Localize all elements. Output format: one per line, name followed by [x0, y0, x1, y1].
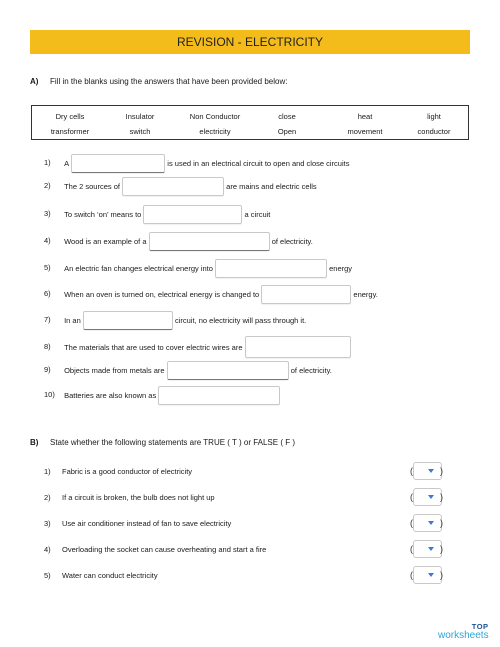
- word-bank-item: transformer: [50, 127, 90, 136]
- chevron-down-icon: [428, 495, 434, 499]
- question-text: A: [64, 159, 70, 168]
- question-text: of electricity.: [271, 237, 313, 246]
- statement-row: [44, 467, 192, 476]
- question-number: 4): [44, 236, 51, 246]
- section-b-letter: B): [30, 438, 39, 447]
- true-false-dropdown[interactable]: [413, 488, 442, 506]
- question-text: energy: [329, 264, 353, 273]
- section-b-heading: [30, 438, 295, 447]
- answer-blank[interactable]: [215, 259, 327, 278]
- word-bank-item: Non Conductor: [189, 112, 241, 121]
- section-b-instruction: State whether the following statements are TRUE ( T ) or FALSE ( F ): [50, 438, 295, 447]
- statement-number: 1): [44, 467, 51, 476]
- question-row: [44, 232, 313, 251]
- close-paren: ): [440, 466, 443, 476]
- question-text: An electric fan changes electrical energy into: [64, 264, 213, 273]
- answer-blank[interactable]: [71, 154, 165, 173]
- question-number: 3): [44, 209, 51, 219]
- question-text: are mains and electric cells: [226, 182, 317, 191]
- question-row: [44, 205, 270, 224]
- open-paren: (: [410, 570, 413, 580]
- question-text: To switch ‘on’ means to: [64, 210, 142, 219]
- question-text: In an: [64, 316, 81, 325]
- open-paren: (: [410, 466, 413, 476]
- true-false-dropdown[interactable]: [413, 514, 442, 532]
- true-false-dropdown[interactable]: [413, 462, 442, 480]
- word-bank-item: electricity: [199, 127, 231, 136]
- question-number: 9): [44, 365, 51, 375]
- statement-row: [44, 571, 158, 580]
- word-bank: [31, 105, 469, 140]
- question-row: [44, 361, 332, 380]
- close-paren: ): [440, 570, 443, 580]
- answer-blank[interactable]: [83, 311, 173, 330]
- chevron-down-icon: [428, 573, 434, 577]
- question-text: Batteries are also known as: [64, 391, 157, 400]
- question-number: 7): [44, 315, 51, 325]
- statement-number: 4): [44, 545, 51, 554]
- answer-blank[interactable]: [261, 285, 351, 304]
- word-bank-item: light: [427, 112, 441, 121]
- answer-blank[interactable]: [245, 336, 351, 358]
- chevron-down-icon: [428, 469, 434, 473]
- word-bank-item: conductor: [417, 127, 451, 136]
- section-a-heading: [30, 77, 287, 86]
- close-paren: ): [440, 544, 443, 554]
- open-paren: (: [410, 492, 413, 502]
- question-text: circuit, no electricity will pass through it.: [174, 316, 307, 325]
- statement-row: [44, 493, 215, 502]
- answer-blank[interactable]: [167, 361, 289, 380]
- answer-blank[interactable]: [122, 177, 224, 196]
- question-row: [44, 336, 351, 358]
- statement-text: Overloading the socket can cause overheating and start a fire: [62, 545, 267, 554]
- statement-row: [44, 545, 266, 554]
- statement-text: If a circuit is broken, the bulb does not light up: [62, 493, 215, 502]
- question-number: 5): [44, 263, 51, 273]
- word-bank-item: Open: [277, 127, 297, 136]
- true-false-dropdown[interactable]: [413, 540, 442, 558]
- true-false-dropdown[interactable]: [413, 566, 442, 584]
- close-paren: ): [440, 518, 443, 528]
- topworksheets-logo: [438, 622, 489, 640]
- question-row: [44, 311, 306, 330]
- question-number: 8): [44, 341, 51, 351]
- word-bank-item: close: [278, 112, 296, 121]
- statement-text: Water can conduct electricity: [62, 571, 158, 580]
- open-paren: (: [410, 518, 413, 528]
- section-a-letter: A): [30, 77, 39, 86]
- statement-number: 3): [44, 519, 51, 528]
- word-bank-item: Insulator: [125, 112, 155, 121]
- question-row: [44, 154, 349, 173]
- word-bank-item: switch: [129, 127, 151, 136]
- question-number: 6): [44, 289, 51, 299]
- close-paren: ): [440, 492, 443, 502]
- question-number: 2): [44, 181, 51, 191]
- statement-number: 5): [44, 571, 51, 580]
- statement-text: Use air conditioner instead of fan to save electricity: [62, 519, 232, 528]
- logo-bottom-text: worksheets: [438, 630, 489, 641]
- chevron-down-icon: [428, 521, 434, 525]
- question-text: of electricity.: [290, 366, 332, 375]
- question-row: [44, 259, 352, 278]
- answer-blank[interactable]: [158, 386, 280, 405]
- question-text: The materials that are used to cover electric wires are: [64, 342, 243, 352]
- question-row: [44, 386, 280, 405]
- word-bank-item: movement: [347, 127, 383, 136]
- question-row: [44, 285, 378, 304]
- question-text: Wood is an example of a: [64, 237, 147, 246]
- open-paren: (: [410, 544, 413, 554]
- question-text: The 2 sources of: [64, 182, 120, 191]
- question-text: energy.: [353, 290, 378, 299]
- answer-blank[interactable]: [143, 205, 242, 224]
- statement-row: [44, 519, 231, 528]
- worksheet-title-bar: [30, 30, 470, 54]
- word-bank-item: heat: [357, 112, 373, 121]
- question-text: is used in an electrical circuit to open and close circuits: [167, 159, 350, 168]
- answer-blank[interactable]: [149, 232, 270, 251]
- question-row: [44, 177, 317, 196]
- question-text: When an oven is turned on, electrical energy is changed to: [64, 290, 260, 299]
- statement-text: Fabric is a good conductor of electricity: [62, 467, 193, 476]
- word-bank-item: Dry cells: [55, 112, 85, 121]
- question-text: a circuit: [244, 210, 271, 219]
- question-number: 10): [44, 390, 55, 400]
- worksheet-title: REVISION - ELECTRICITY: [176, 35, 324, 49]
- statement-number: 2): [44, 493, 51, 502]
- question-text: Objects made from metals are: [64, 366, 165, 375]
- logo-top-text: TOP: [471, 622, 489, 631]
- section-a-instruction: Fill in the blanks using the answers that have been provided below:: [50, 77, 288, 86]
- question-number: 1): [44, 158, 51, 168]
- chevron-down-icon: [428, 547, 434, 551]
